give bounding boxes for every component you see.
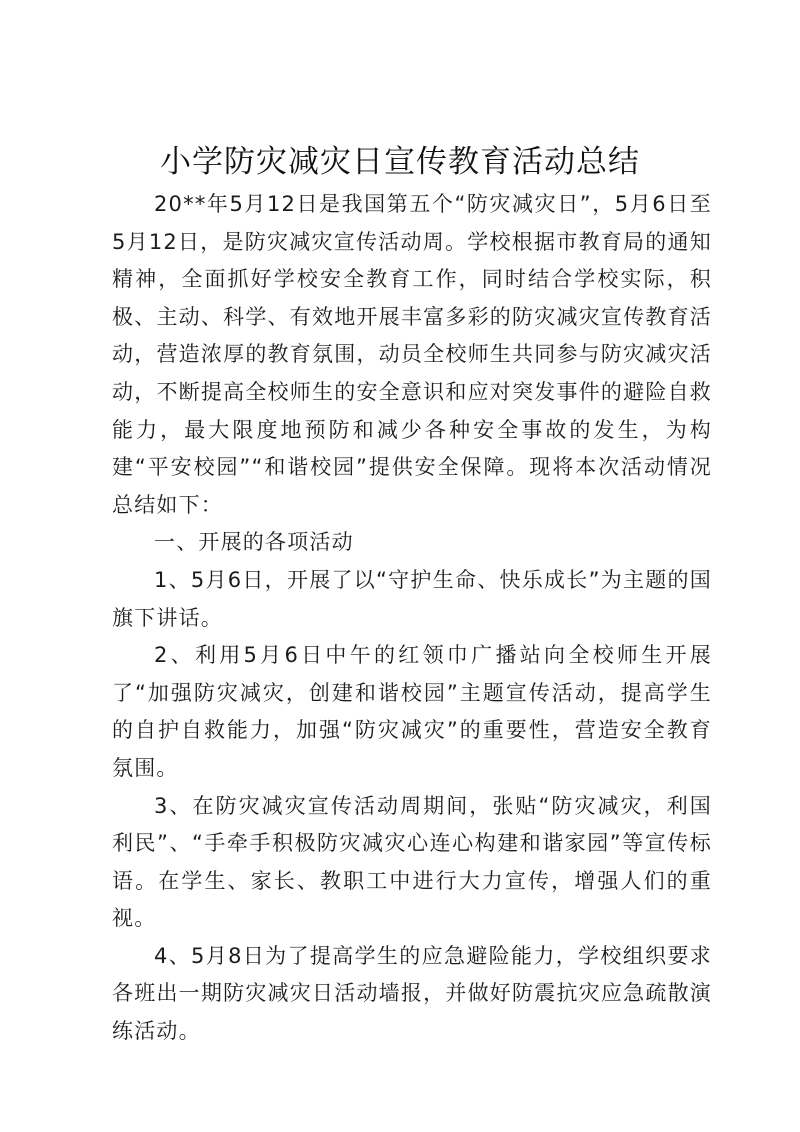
intro-paragraph: 20**年5月12日是我国第五个“防灾减灾日”，5月6日至5月12日，是防灾减灾宣传活动周。学校根据市教育局的通知精神，全面抓好学校安全教育工作，同时结合学校实际，积极、主动、科学、有效地开展丰富多彩的防灾减灾宣传教育活动，营造浓厚的教育氛围，动员全校师生共同参与防灾减灾活动，不断提高全校师生的安全意识和应对突发事件的避险自救能力，最大限度地预防和减少各种安全事故的发生，为构建“平安校园”“和谐校园”提供安全保障。现将本次活动情况总结如下： [112,192,712,517]
activity-item-1: 1、5月6日，开展了以“守护生命、快乐成长”为主题的国旗下讲话。 [112,567,712,630]
activity-item-2: 2、利用5月6日中午的红领巾广播站向全校师生开展了“加强防灾减灾，创建和谐校园”主题宣传活动，提高学生的自护自救能力，加强“防灾减灾”的重要性，营造安全教育氛围。 [112,643,712,780]
activity-item-4: 4、5月8日为了提高学生的应急避险能力，学校组织要求各班出一期防灾减灾日活动墙报，并做好防震抗灾应急疏散演练活动。 [112,943,712,1044]
document-title: 小学防灾减灾日宣传教育活动总结 [160,144,640,180]
document-body [112,186,712,1051]
activity-item-3: 3、在防灾减灾宣传活动周期间，张贴“防灾减灾，利国利民”、“手牵手积极防灾减灾心连心构建和谐家园”等宣传标语。在学生、家长、教职工中进行大力宣传，增强人们的重视。 [112,793,712,931]
section-heading: 一、开展的各项活动 [154,530,354,555]
